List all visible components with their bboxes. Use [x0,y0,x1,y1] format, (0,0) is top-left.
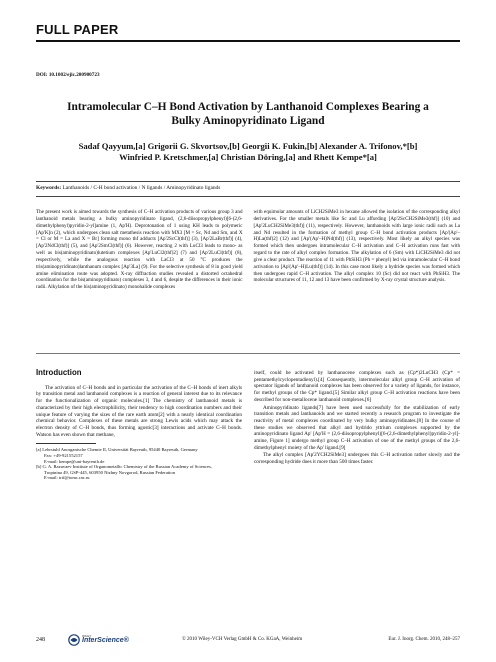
page-number: 248 [36,637,45,643]
affiliation-line: Lehrstuhl Anorganische Chemie II, Universität Bayreuth, 95440 Bayreuth, Germany [42,447,198,453]
intro-paragraph-2: itself, could be activated by lanthanocene complexes such as (Cp*)2LuCH3 (Cp* = pentamethylcyclopentadienyl).[4] Consequently, intermolecular alkyl group C–H activation of spectator ligands of lanthanoid complexes has been observed for a variety of ligands, for instance, for methyl groups of the Cp* ligand.[5] Similar alkyl group C–H activation reactions have been described for non-metallocene lanthanoid complexes.[6] [254,370,460,403]
intro-paragraph-3: Aminopyridinato ligands[7] have been used successfully for the stabilization of early transition metals and lanthanoids and we started recently a research program to investigate the reactivity of metal complexes coordinated by very bulky aminopyridinates.[8] In the course of these studies we observed that alkyl and hydrido yttrium complexes supported by the aminopyridinato ligand Ap' [Ap'H = (2,6-diisopropylphenyl)[6-(2,6-dimethylphenyl)pyridin-2-yl]-amine, Figure 1] undergo methyl group C–H activation of one of the methyl groups of the 2,6-dimethylphenyl moiety of the Ap' ligand.[9] [254,404,460,451]
intro-paragraph-1: The activation of C–H bonds and in particular the activation of the C–H bonds of inert alkyls by transition metal and lanthanoid complexes is a reaction of general interest due to its relevance for the functionalization of organic molecules.[1] The chemistry of lanthanoid metals is characterized by their high electrophilicity, their tendency to high coordination numbers and their unique feature of varying the sizes of the rare earth atom[2] with a nearly identical coordination chemical behavior. Complexes of these metals are strong Lewis acids which may attack the electron density of C–H bonds, thus forming agostic[3] interactions and activate C–H bonds. Watson has even shown that methane, [36,384,242,438]
copyright: © 2010 Wiley-VCH Verlag GmbH & Co. KGaA, Weinheim [182,637,303,642]
abstract [36,209,460,349]
authors-line-2: Winfried P. Kretschmer,[a] Christian Döring,[a] and Rhett Kempe*[a] [119,152,377,162]
authors-line-1: Sadaf Qayyum,[a] Grigorii G. Skvortsov,[b] Georgii K. Fukin,[b] Alexander A. Trifonov,*[b] [78,141,418,151]
footnote-rule [36,443,96,444]
affiliation-tag: [a] [36,447,42,453]
logo-main-text: InterScience® [82,637,129,644]
doi: DOI: 10.1002/ejic.200900723 [36,72,100,78]
body-right-column [254,370,460,630]
article-title [36,100,460,128]
affiliation-line: E-mail: kempe@uni-bayreuth.de [44,458,105,464]
keywords [36,185,460,191]
abstract-rule [36,353,460,354]
title-line-1: Intramolecular C–H Bond Activation by Lanthanoid Complexes Bearing a [67,101,429,113]
abstract-left-column: The present work is aimed towards the synthesis of C–H activation products of various group 3 and lanthanoid metals bearing a bulky aminopyridinato ligand, (2,6-diisopropylphenyl)[6-(2,6-dimethylphenyl)pyridin-2-yl]amine (1, Ap'H). Deprotonation of 1 using KH leads to polymeric [Ap'K]n (2), which undergoes clean salt metathesis reaction with MX3 [M = Sc, Nd and Sm, and X = Cl or M = La and X = Br] forming mono thf adducts [Ap'2ScCl(thf)] (3), [Ap'2LaBr(thf)] (4), [Ap'2NdCl(thf)] (5), and [Ap'2SmCl(thf)] (6). However, reacting 2 with LuCl3 leads to mono- as well as bis(aminopyridinato)lutetium complexes [Ap'LuCl2(thf)2] (7) and [Ap'2LuCl(thf)] (8), respectively, while the analogous reaction with LaCl3 at 50 °C produces the tris(aminopyridinato)lanthanum complex [Ap'3La] (9). For the selective synthesis of 8 in good yield amine elimination route was adopted. X-ray diffraction studies revealed a distorted octahedral coordination for the bis(aminopyridinato) complexes 3, 4 and 6, despite the differences in their ionic radii. Alkylation of the bis(aminopyridinato) monohalide complexes [36,209,243,291]
section-label: FULL PAPER [36,22,119,37]
page-footer [36,634,460,648]
introduction-heading: Introduction [36,368,82,377]
header-rule [36,40,460,42]
intro-paragraph-4: The alkyl complex [Ap'2YCH2SiMe3] undergoes this C–H activation rather slowly and the corresponding hydride does it more than 500 times faster. [254,452,460,466]
affiliations [36,447,242,481]
body-left-column [36,370,242,630]
abstract-right-column: with equimolar amounts of LiCH2SiMe3 in hexane allowed the isolation of the corresponding alkyl derivatives. For the smaller metals like Sc and Lu affording [Ap'2ScCH2SiMe3(thf)] (10) and [Ap'2LuCH2SiMe3(thf)] (11), respectively. However, lanthanoids with large ionic radii such as La and Nd resulted in the formation of methyl group C–H bond activation products [Ap'(Ap'–H)La(thf)2] (12) and [Ap'(Ap'–H)Nd(thf)] (13), respectively. Most likely an alkyl species was formed which then undergoes intramolecular C–H activation and C–H activation runs fast with regard to the rate of alkyl complex formation. The alkylation of 6 (Sm) with LiCH2SiMe3 did not give a clear product. The reaction of 11 with PhSiH3 (Ph = phenyl) led via intramolecular C–H bond activation to [Ap'(Ap'–H)Lu(thf)] (14). In this case most likely a hydride species was formed which then undergoes rapid C–H activation. The alkyl complex 10 (Sc) did not react with PhSiH3. The molecular structures of 11, 12 and 13 have been confirmed by X-ray crystal structure analysis. [253,209,460,284]
affiliation-b [36,464,242,481]
affiliation-tag: [b] [36,464,42,470]
author-list [36,141,460,163]
affiliation-a [36,447,242,464]
logo-small-text: WILEY [82,634,92,638]
affiliation-line: Tropinina 49, GSP-445, 603950 Nizhny Novgorod, Russian Federation [44,469,176,475]
affiliation-line: G. A. Razuvaev Institute of Organometallic Chemistry of the Russian Academy of Sciences, [42,464,212,470]
affiliation-line: Fax: +49-921552157 [44,452,83,458]
keywords-rule-bottom [36,196,460,197]
title-line-2: Bulky Aminopyridinato Ligand [171,115,325,127]
keywords-rule-top [36,181,460,182]
keywords-text: Lanthanoids / C-H bond activation / N ligands / Aminopyridinato ligands [62,185,221,191]
journal-citation: Eur. J. Inorg. Chem. 2010, 248–257 [388,637,460,642]
keywords-label: Keywords: [36,185,62,191]
interscience-logo [68,634,128,646]
interscience-logo-icon [68,634,80,646]
affiliation-line: E-mail: trif@iomc.ras.ru [44,475,90,481]
body-text [36,370,460,630]
